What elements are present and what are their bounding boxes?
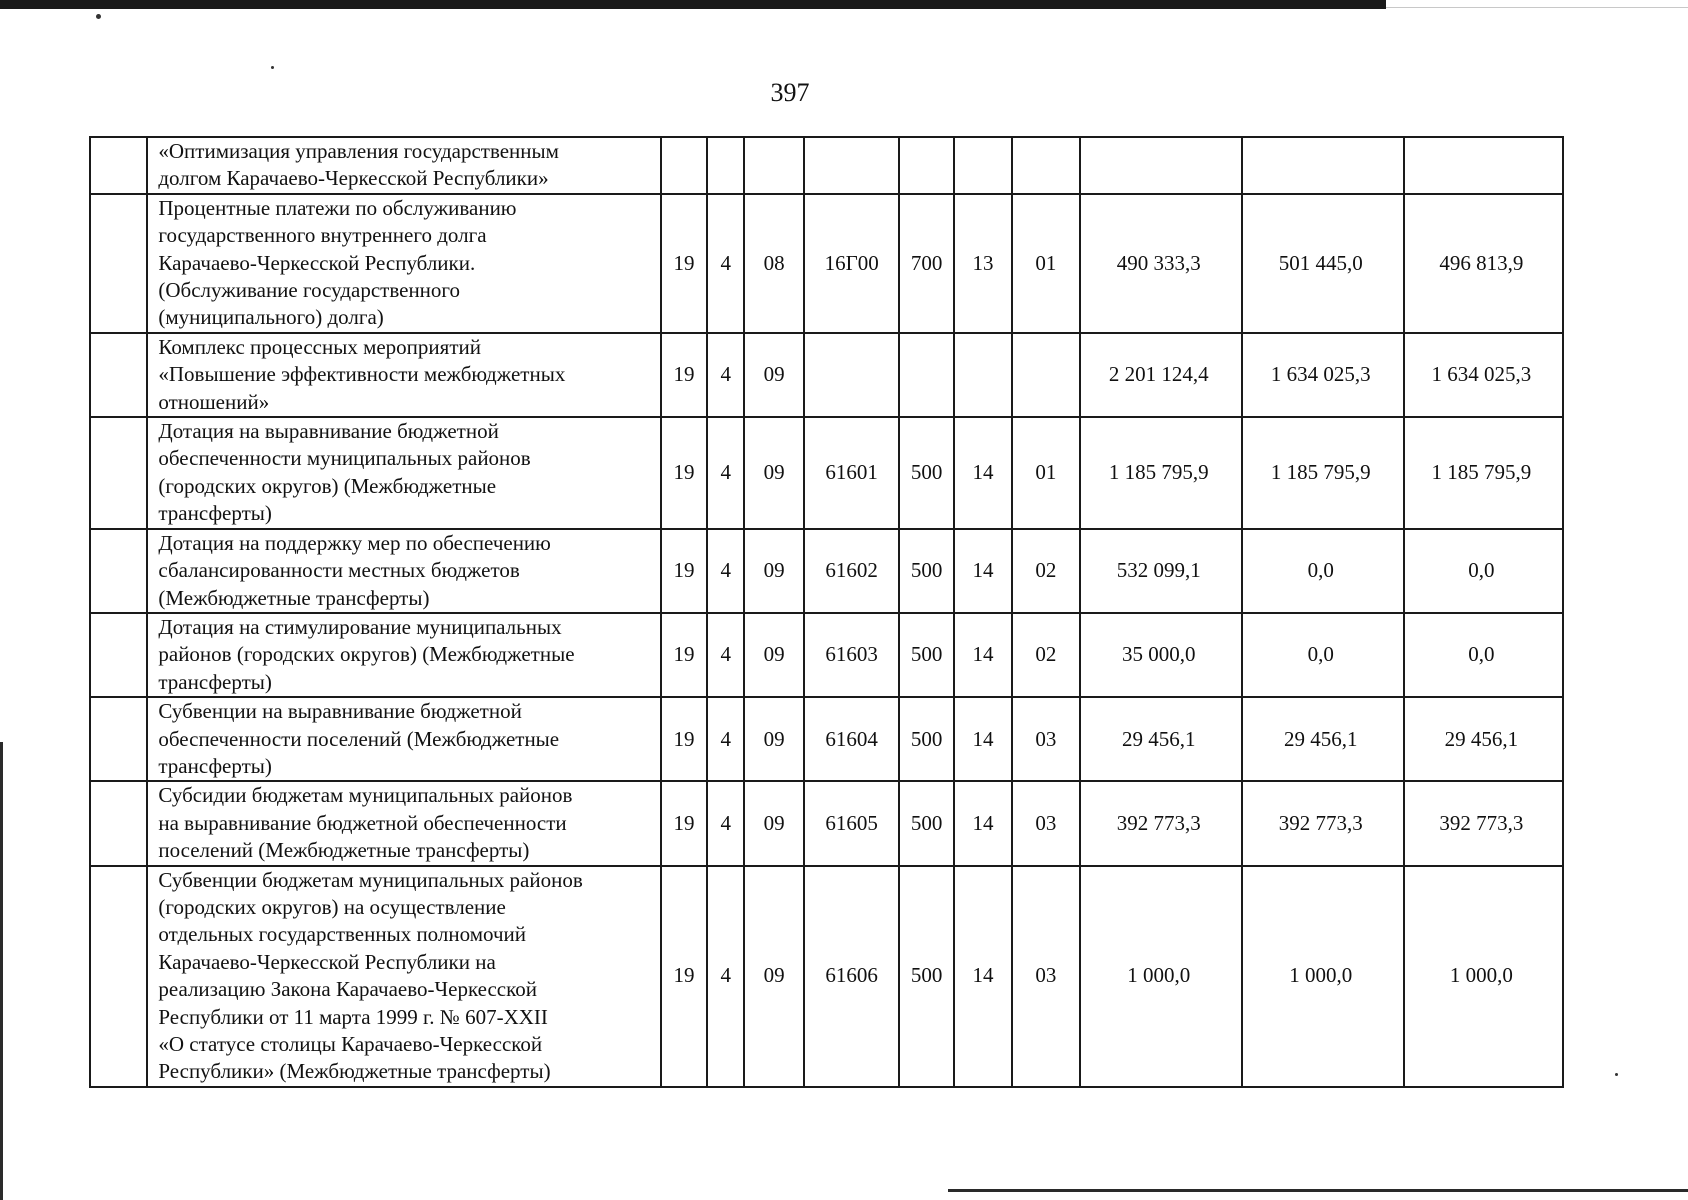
cell-blank xyxy=(90,781,147,865)
cell-direction-code: 61602 xyxy=(804,529,900,613)
cell-amount-year-1: 35 000,0 xyxy=(1080,613,1242,697)
cell-amount-year-2: 1 634 025,3 xyxy=(1242,333,1404,417)
table-row xyxy=(90,333,1563,417)
cell-blank xyxy=(90,194,147,333)
table-row xyxy=(90,866,1563,1087)
item-name-line: (муниципального) долга) xyxy=(158,305,384,330)
cell-expense-type-code xyxy=(899,333,953,417)
cell-subprogram-code: 09 xyxy=(744,417,803,529)
cell-blank xyxy=(90,137,147,194)
cell-subprogram-code: 08 xyxy=(744,194,803,333)
cell-section-code: 14 xyxy=(954,529,1012,613)
cell-expense-type-code: 500 xyxy=(899,613,953,697)
cell-section-code: 14 xyxy=(954,866,1012,1087)
cell-subsection-code: 02 xyxy=(1012,613,1079,697)
cell-amount-year-1: 532 099,1 xyxy=(1080,529,1242,613)
cell-amount-year-3: 0,0 xyxy=(1404,529,1563,613)
cell-item-name xyxy=(147,613,660,697)
cell-amount-year-3: 496 813,9 xyxy=(1404,194,1563,333)
cell-direction-code: 61604 xyxy=(804,697,900,781)
cell-blank xyxy=(90,866,147,1087)
item-name-line: Комплекс процессных мероприятий xyxy=(158,334,481,359)
item-name-line: обеспеченности муниципальных районов xyxy=(158,446,531,471)
cell-amount-year-1: 1 000,0 xyxy=(1080,866,1242,1087)
table-row xyxy=(90,697,1563,781)
cell-subsection-code xyxy=(1012,137,1079,194)
scan-speck xyxy=(1615,1073,1618,1076)
cell-section-code: 14 xyxy=(954,613,1012,697)
cell-amount-year-1 xyxy=(1080,137,1242,194)
item-name-line: Дотация на стимулирование муниципальных xyxy=(158,614,562,639)
cell-amount-year-2: 0,0 xyxy=(1242,529,1404,613)
item-name-line: «Повышение эффективности межбюджетных xyxy=(158,362,566,387)
item-name-line: трансферты) xyxy=(158,669,272,694)
cell-blank xyxy=(90,613,147,697)
cell-type-code: 4 xyxy=(707,697,744,781)
cell-amount-year-1: 392 773,3 xyxy=(1080,781,1242,865)
cell-section-code xyxy=(954,137,1012,194)
cell-direction-code: 61606 xyxy=(804,866,900,1087)
cell-amount-year-2: 392 773,3 xyxy=(1242,781,1404,865)
item-name-line: Карачаево-Черкесской Республики. xyxy=(158,250,476,275)
cell-subsection-code xyxy=(1012,333,1079,417)
item-name-line: отдельных государственных полномочий xyxy=(158,922,527,947)
cell-subprogram-code: 09 xyxy=(744,333,803,417)
cell-expense-type-code: 500 xyxy=(899,529,953,613)
cell-expense-type-code: 500 xyxy=(899,697,953,781)
cell-type-code: 4 xyxy=(707,781,744,865)
item-name-line: трансферты) xyxy=(158,753,272,778)
cell-subsection-code: 02 xyxy=(1012,529,1079,613)
cell-amount-year-2: 1 000,0 xyxy=(1242,866,1404,1087)
cell-item-name xyxy=(147,333,660,417)
item-name-line: «Оптимизация управления государственным xyxy=(158,139,559,163)
cell-blank xyxy=(90,529,147,613)
cell-section-code: 13 xyxy=(954,194,1012,333)
cell-gp-code: 19 xyxy=(661,417,707,529)
cell-amount-year-1: 2 201 124,4 xyxy=(1080,333,1242,417)
item-name-line: «О статусе столицы Карачаево-Черкесской xyxy=(158,1032,543,1056)
item-name-line: Субсидии бюджетам муниципальных районов xyxy=(158,783,573,808)
cell-subsection-code: 03 xyxy=(1012,781,1079,865)
cell-gp-code: 19 xyxy=(661,529,707,613)
cell-expense-type-code: 500 xyxy=(899,781,953,865)
item-name-line: (Обслуживание государственного xyxy=(158,278,461,303)
cell-amount-year-3: 392 773,3 xyxy=(1404,781,1563,865)
page-number: 397 xyxy=(770,78,810,107)
cell-gp-code: 19 xyxy=(661,781,707,865)
cell-gp-code: 19 xyxy=(661,697,707,781)
table-row xyxy=(90,613,1563,697)
cell-amount-year-3: 1 634 025,3 xyxy=(1404,333,1563,417)
cell-direction-code: 61605 xyxy=(804,781,900,865)
cell-amount-year-1: 1 185 795,9 xyxy=(1080,417,1242,529)
cell-section-code: 14 xyxy=(954,781,1012,865)
cell-item-name xyxy=(147,866,660,1087)
cell-expense-type-code: 500 xyxy=(899,866,953,1087)
cell-type-code: 4 xyxy=(707,194,744,333)
item-name-line: трансферты) xyxy=(158,501,272,526)
table-row xyxy=(90,529,1563,613)
cell-amount-year-2: 0,0 xyxy=(1242,613,1404,697)
cell-amount-year-3: 1 000,0 xyxy=(1404,866,1563,1087)
cell-item-name xyxy=(147,697,660,781)
table-row xyxy=(90,194,1563,333)
table-body xyxy=(90,137,1563,1087)
cell-amount-year-2: 29 456,1 xyxy=(1242,697,1404,781)
cell-amount-year-3: 1 185 795,9 xyxy=(1404,417,1563,529)
cell-item-name xyxy=(147,529,660,613)
cell-blank xyxy=(90,697,147,781)
cell-amount-year-2 xyxy=(1242,137,1404,194)
cell-subsection-code: 01 xyxy=(1012,417,1079,529)
cell-type-code: 4 xyxy=(707,613,744,697)
cell-blank xyxy=(90,417,147,529)
item-name-line: поселений (Межбюджетные трансферты) xyxy=(158,838,530,863)
cell-section-code xyxy=(954,333,1012,417)
item-name-line: реализацию Закона Карачаево-Черкесской xyxy=(158,977,538,1002)
cell-subsection-code: 01 xyxy=(1012,194,1079,333)
cell-amount-year-3 xyxy=(1404,137,1563,194)
item-name-line: (Межбюджетные трансферты) xyxy=(158,585,430,610)
cell-gp-code xyxy=(661,137,707,194)
cell-subprogram-code: 09 xyxy=(744,697,803,781)
cell-type-code: 4 xyxy=(707,333,744,417)
scan-speck xyxy=(96,14,101,19)
item-name-line: районов (городских округов) (Межбюджетные xyxy=(158,642,575,667)
item-name-line: государственного внутреннего долга xyxy=(158,223,487,248)
cell-blank xyxy=(90,333,147,417)
cell-item-name xyxy=(147,417,660,529)
item-name-line: Республики» (Межбюджетные трансферты) xyxy=(158,1059,551,1084)
item-name-line: Субвенции на выравнивание бюджетной xyxy=(158,699,522,724)
cell-subprogram-code: 09 xyxy=(744,529,803,613)
cell-direction-code: 61601 xyxy=(804,417,900,529)
cell-amount-year-3: 0,0 xyxy=(1404,613,1563,697)
item-name-line: (городских округов) (Межбюджетные xyxy=(158,473,497,498)
cell-amount-year-2: 1 185 795,9 xyxy=(1242,417,1404,529)
cell-direction-code: 61603 xyxy=(804,613,900,697)
table-row xyxy=(90,781,1563,865)
scan-border-bottom xyxy=(948,1189,1688,1192)
cell-subprogram-code: 09 xyxy=(744,866,803,1087)
cell-subsection-code: 03 xyxy=(1012,866,1079,1087)
item-name-line: (городских округов) на осуществление xyxy=(158,894,506,919)
item-name-line: сбалансированности местных бюджетов xyxy=(158,558,520,583)
item-name-line: Карачаево-Черкесской Республики на xyxy=(158,949,496,974)
cell-amount-year-1: 490 333,3 xyxy=(1080,194,1242,333)
cell-subprogram-code xyxy=(744,137,803,194)
scan-speck xyxy=(271,66,274,69)
cell-type-code xyxy=(707,137,744,194)
cell-section-code: 14 xyxy=(954,417,1012,529)
cell-type-code: 4 xyxy=(707,417,744,529)
cell-direction-code xyxy=(804,137,900,194)
item-name-line: на выравнивание бюджетной обеспеченности xyxy=(158,810,567,835)
item-name-line: обеспеченности поселений (Межбюджетные xyxy=(158,726,560,751)
cell-direction-code xyxy=(804,333,900,417)
table-row xyxy=(90,137,1563,194)
cell-subsection-code: 03 xyxy=(1012,697,1079,781)
cell-expense-type-code: 700 xyxy=(899,194,953,333)
cell-subprogram-code: 09 xyxy=(744,781,803,865)
cell-item-name xyxy=(147,194,660,333)
item-name-line: Дотация на выравнивание бюджетной xyxy=(158,419,499,444)
item-name-line: Республики от 11 марта 1999 г. № 607-XXII xyxy=(158,1004,548,1029)
scan-border-top xyxy=(0,0,1386,9)
cell-type-code: 4 xyxy=(707,529,744,613)
item-name-line: отношений» xyxy=(158,389,270,414)
budget-table xyxy=(89,136,1564,1088)
item-name-line: Процентные платежи по обслуживанию xyxy=(158,195,517,220)
cell-expense-type-code: 500 xyxy=(899,417,953,529)
scan-border-top-faint xyxy=(1386,7,1688,8)
cell-gp-code: 19 xyxy=(661,333,707,417)
scan-border-left xyxy=(0,742,3,1200)
cell-amount-year-1: 29 456,1 xyxy=(1080,697,1242,781)
cell-section-code: 14 xyxy=(954,697,1012,781)
cell-subprogram-code: 09 xyxy=(744,613,803,697)
cell-expense-type-code xyxy=(899,137,953,194)
cell-item-name xyxy=(147,137,660,194)
table-row xyxy=(90,417,1563,529)
cell-gp-code: 19 xyxy=(661,613,707,697)
cell-item-name xyxy=(147,781,660,865)
item-name-line: Субвенции бюджетам муниципальных районов xyxy=(158,867,583,892)
cell-gp-code: 19 xyxy=(661,194,707,333)
cell-amount-year-2: 501 445,0 xyxy=(1242,194,1404,333)
cell-direction-code: 16Г00 xyxy=(804,194,900,333)
item-name-line: долгом Карачаево-Черкесской Республики» xyxy=(158,166,549,191)
cell-type-code: 4 xyxy=(707,866,744,1087)
item-name-line: Дотация на поддержку мер по обеспечению xyxy=(158,530,551,555)
cell-amount-year-3: 29 456,1 xyxy=(1404,697,1563,781)
cell-gp-code: 19 xyxy=(661,866,707,1087)
